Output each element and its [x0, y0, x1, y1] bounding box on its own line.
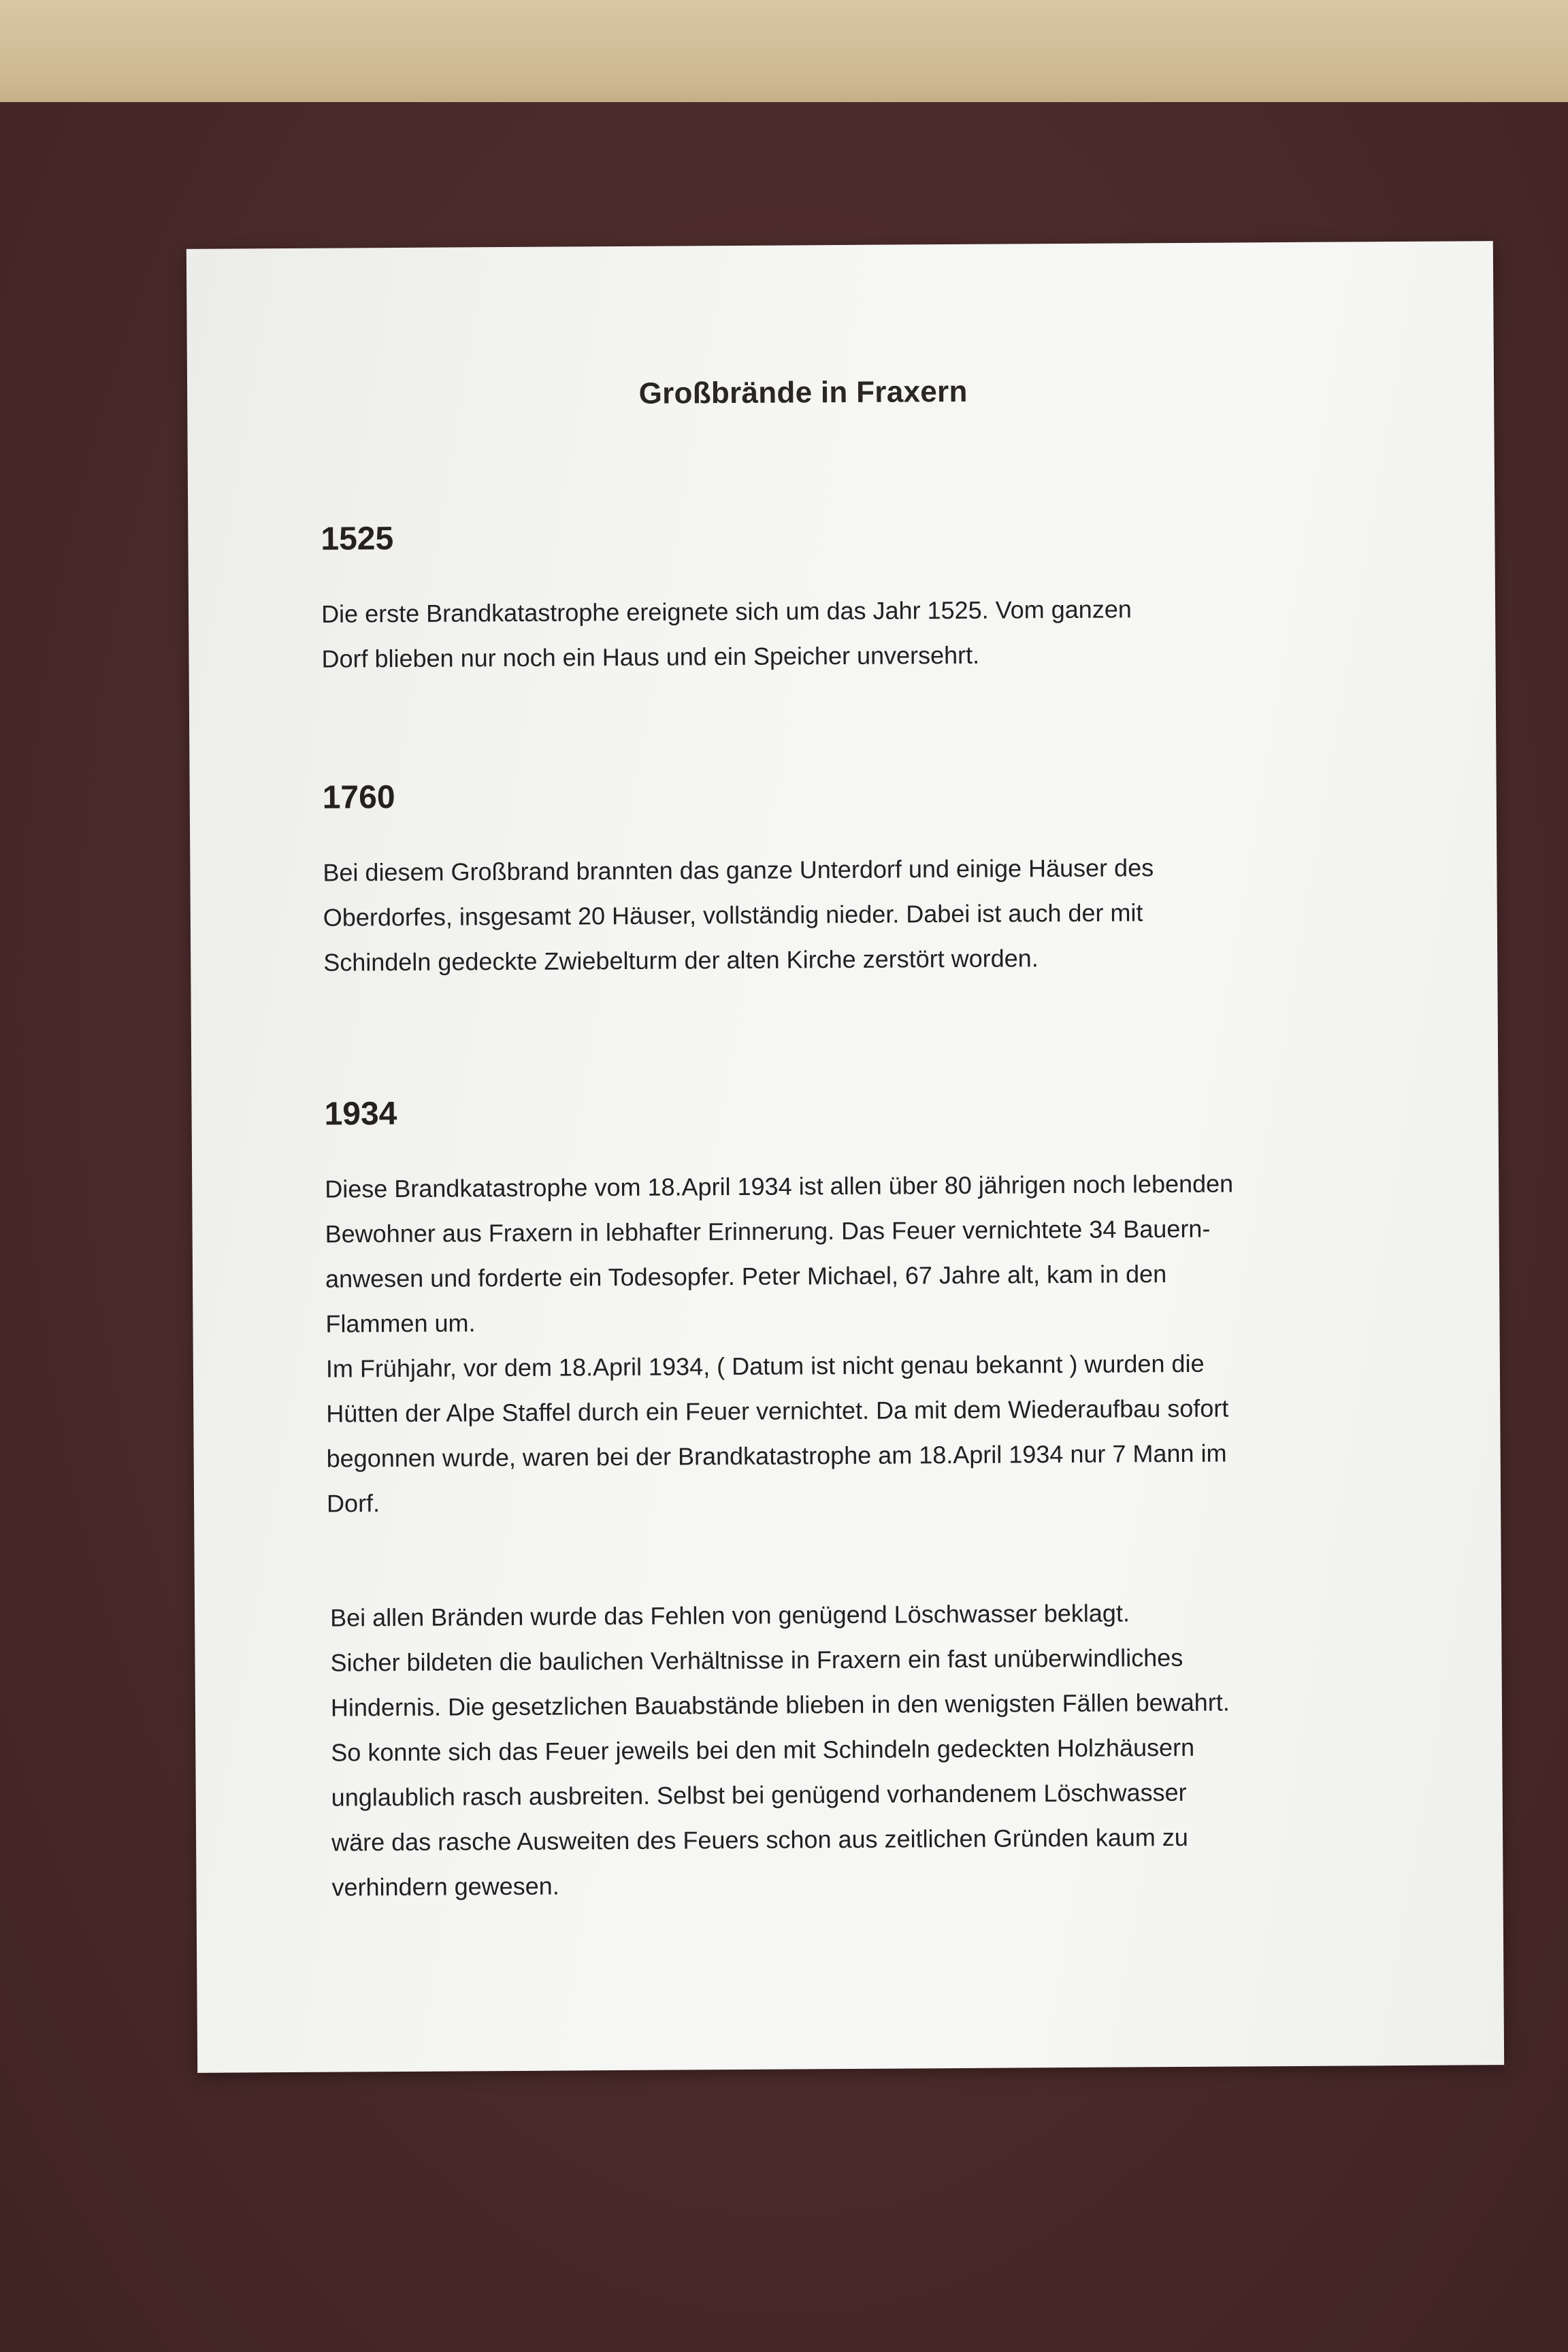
paper-sheet — [186, 241, 1504, 2073]
section-year: 1760 — [322, 779, 395, 816]
closing-paragraph — [330, 1589, 1394, 1910]
closing-text: Bei allen Bränden wurde das Fehlen von genügend Löschwasser beklagt. Sicher bildeten die baulichen Verhältnisse in Fraxern ein fast unüberwindliches Hindernis. Die gesetzlichen Bauabstände blieben in den wenigsten Fällen bewahrt. So konnte sich das Feuer jeweils bei den mit Schindeln gedeckten Holzhäusern unglaublich rasch ausbreiten. Selbst bei genügend vorhandenem Löschwasser wäre das rasche Ausweiten des Feuers schon aus zeitlichen Gründen kaum zu verhindern gewesen. — [329, 1599, 1230, 1901]
section-1934 — [324, 1089, 1388, 1526]
section-1760 — [323, 772, 1386, 985]
section-text: Die erste Brandkatastrophe ereignete sich um das Jahr 1525. Vom ganzen Dorf blieben nur noch ein Haus und ein Speicher unversehrt. — [321, 595, 1132, 673]
section-text: Bei diesem Großbrand brannten das ganze Unterdorf und einige Häuser des Oberdorfes, insgesamt 20 Häuser, vollständig nieder. Dabei ist auch der mit Schindeln gedeckte Zwiebelturm der alten Kirche zerstört worden. — [323, 853, 1154, 977]
wall-background — [0, 0, 1568, 116]
document-title: Großbrände in Fraxern — [638, 374, 968, 410]
section-year: 1525 — [321, 521, 394, 557]
section-year: 1934 — [324, 1096, 397, 1132]
section-text: Diese Brandkatastrophe vom 18.April 1934 ist allen über 80 jährigen noch lebenden Bewohner aus Fraxern in lebhafter Erinnerung. Das Feuer vernichtete 34 Bauern- anwesen und forderte ein Todesopfer. Peter Michael, 67 Jahre alt, kam in den Flammen um. Im Frühjahr, vor dem 18.April 1934, ( Datum ist nicht genau bekannt ) wurden die Hütten der Alpe Staffel durch ein Feuer vernichtet. Da mit dem Wiederaufbau sofort begonnen wurde, waren bei der Brandkatastrophe am 18.April 1934 nur 7 Mann im Dorf. — [325, 1169, 1234, 1518]
section-1525 — [321, 514, 1383, 682]
